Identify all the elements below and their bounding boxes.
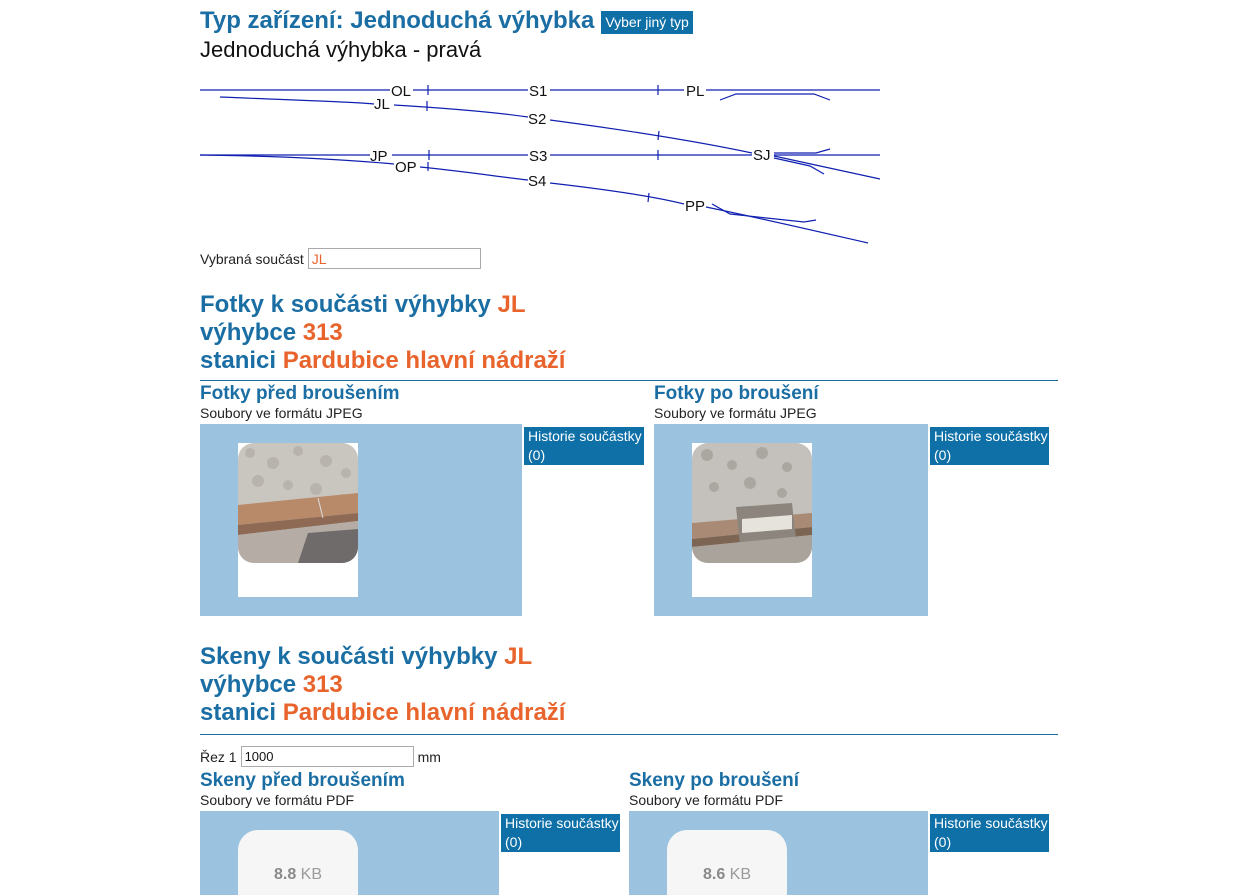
scans-before-subtitle: Soubory ve formátu PDF xyxy=(200,792,355,808)
label-JL[interactable]: JL xyxy=(374,96,390,113)
history-label: Historie součástky xyxy=(934,815,1048,831)
pdf-file-size: 8.6 xyxy=(702,866,726,883)
scans-switch-number: 313 xyxy=(302,671,343,698)
scans-before-dropzone[interactable] xyxy=(200,811,499,895)
label-S1[interactable]: S1 xyxy=(529,83,548,100)
pdf-file-size: 8.8 xyxy=(273,866,297,883)
pdf-file-card[interactable] xyxy=(238,830,358,895)
selected-part-row xyxy=(200,248,481,269)
label-OL[interactable]: OL xyxy=(391,83,412,100)
photos-before-dropzone[interactable] xyxy=(200,424,522,616)
photos-station-name: Pardubice hlavní nádraží xyxy=(282,347,566,374)
pdf-file-unit: KB xyxy=(729,866,752,883)
photos-switch-label: výhybce xyxy=(200,319,297,346)
photos-after-dropzone[interactable] xyxy=(654,424,928,616)
scans-switch-label: výhybce xyxy=(200,671,297,698)
history-label: Historie součástky xyxy=(505,815,619,831)
photos-before-title: Fotky před broušením xyxy=(200,383,400,404)
history-count: (0) xyxy=(934,834,952,850)
scans-before-history-button[interactable] xyxy=(501,814,620,852)
scans-heading xyxy=(200,643,565,727)
device-type-value: Jednoduchá výhybka xyxy=(350,7,595,34)
photos-heading-text: Fotky k součásti výhybky xyxy=(200,291,491,318)
cut-label: Řez 1 xyxy=(200,748,237,765)
pdf-file-unit: KB xyxy=(300,866,323,883)
switch-diagram xyxy=(200,76,890,248)
photos-divider xyxy=(200,380,1058,381)
label-S4[interactable]: S4 xyxy=(528,173,547,190)
scans-station-name: Pardubice hlavní nádraží xyxy=(282,699,566,726)
device-type-prefix: Typ zařízení: xyxy=(200,7,344,34)
scans-after-history-button[interactable] xyxy=(930,814,1049,852)
photos-before-history-button[interactable] xyxy=(524,427,644,465)
history-count: (0) xyxy=(934,447,952,463)
label-PP[interactable]: PP xyxy=(685,198,706,215)
scans-after-dropzone[interactable] xyxy=(629,811,928,895)
history-count: (0) xyxy=(528,447,546,463)
scans-station-label: stanici xyxy=(200,699,277,726)
photo-thumbnail[interactable] xyxy=(238,443,358,597)
scans-divider xyxy=(200,734,1058,735)
photos-heading xyxy=(200,291,565,375)
scans-before-title: Skeny před broušením xyxy=(200,770,405,791)
photos-station-label: stanici xyxy=(200,347,277,374)
label-PL[interactable]: PL xyxy=(686,83,705,100)
cut-input[interactable] xyxy=(241,746,414,767)
cut-row xyxy=(200,746,441,767)
selected-part-label: Vybraná součást xyxy=(200,250,304,267)
label-S3[interactable]: S3 xyxy=(529,148,548,165)
scans-part: JL xyxy=(504,643,533,670)
history-label: Historie součástky xyxy=(528,428,642,444)
photo-thumbnail[interactable] xyxy=(692,443,812,597)
photos-part: JL xyxy=(497,291,526,318)
history-count: (0) xyxy=(505,834,523,850)
rail-photo-after xyxy=(692,443,812,563)
label-SJ[interactable]: SJ xyxy=(753,147,771,164)
label-OP[interactable]: OP xyxy=(395,159,417,176)
photos-after-subtitle: Soubory ve formátu JPEG xyxy=(654,405,817,421)
photos-before-subtitle: Soubory ve formátu JPEG xyxy=(200,405,363,421)
selected-part-input[interactable] xyxy=(308,248,481,269)
scans-heading-text: Skeny k součásti výhybky xyxy=(200,643,498,670)
label-S2[interactable]: S2 xyxy=(528,111,547,128)
photos-after-history-button[interactable] xyxy=(930,427,1049,465)
cut-unit: mm xyxy=(417,748,441,765)
device-subtitle: Jednoduchá výhybka - pravá xyxy=(200,37,482,62)
scans-after-subtitle: Soubory ve formátu PDF xyxy=(629,792,784,808)
photos-switch-number: 313 xyxy=(302,319,343,346)
scans-after-title: Skeny po broušení xyxy=(629,770,799,791)
rail-photo-before xyxy=(238,443,358,563)
label-JP[interactable]: JP xyxy=(370,148,388,165)
pdf-file-card[interactable] xyxy=(667,830,787,895)
history-label: Historie součástky xyxy=(934,428,1048,444)
change-type-button[interactable]: Vyber jiný typ xyxy=(601,11,693,34)
photos-after-title: Fotky po broušení xyxy=(654,383,819,404)
device-type-title xyxy=(200,7,693,35)
